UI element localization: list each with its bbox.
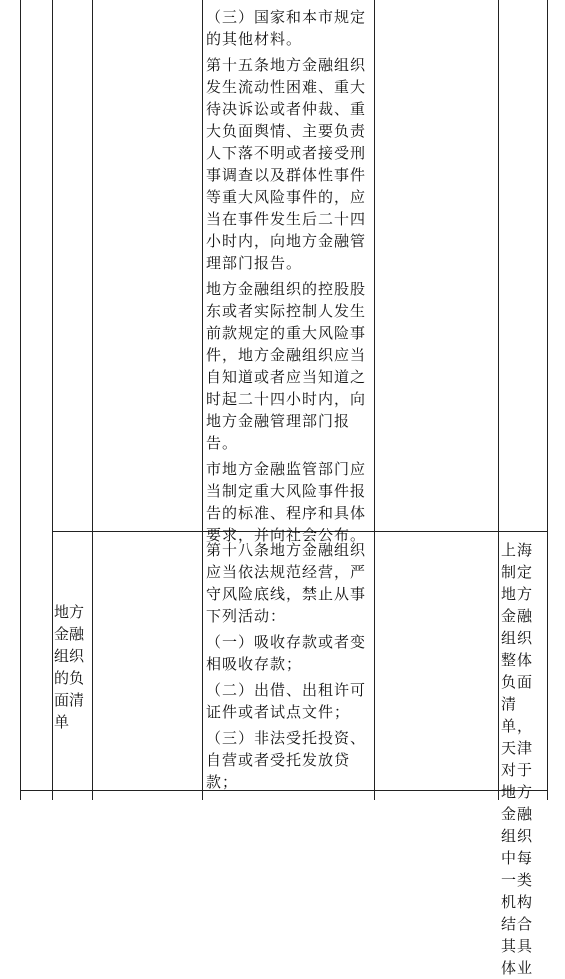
row1-paragraph-4: 市地方金融监管部门应当制定重大风险事件报告的标准、程序和具体要求，并向社会公布。 [206, 460, 367, 544]
row1-paragraph-2: 第十五条地方金融组织发生流动性困难、重大待决诉讼或者仲裁、重大负面舆情、主要负责人下落不明或者接受刑事调查以及群体性事件等重大风险事件的，应当在事件发生后二十四小时内，向地方金融管理部门报告。 [206, 56, 367, 272]
row2-category-label: 地方金融组织的负面清单 [54, 603, 85, 731]
table-border-left [20, 0, 21, 800]
row2-content-cell [206, 539, 370, 797]
row2-note-cell: 上海制定地方金融组织整体负面清单，天津对于地方金融组织中每一类机构结合其具体业 [501, 541, 534, 977]
table-border-right [547, 0, 548, 800]
row2-paragraph-3: （二）出借、出租许可证件或者试点文件； [206, 681, 367, 721]
table-col-divider-4 [374, 0, 375, 800]
row1-paragraph-1: （三）国家和本市规定的其他材料。 [206, 8, 367, 48]
table-col-divider-1 [52, 0, 53, 800]
row2-paragraph-1: 第十八条地方金融组织应当依法规范经营，严守风险底线，禁止从事下列活动： [206, 541, 367, 625]
row1-paragraph-3: 地方金融组织的控股股东或者实际控制人发生前款规定的重大风险事件，地方金融组织应当自知道或者应当知道之时起二十四小时内，向地方金融管理部门报告。 [206, 280, 367, 452]
table-col-divider-2 [92, 0, 93, 800]
table-col-divider-3 [202, 0, 203, 800]
row2-paragraph-4: （三）非法受托投资、自营或者受托发放贷款； [206, 729, 367, 791]
row2-paragraph-2: （一）吸收存款或者变相吸收存款； [206, 633, 367, 673]
table-col-divider-5 [498, 0, 499, 800]
row1-content-cell [206, 6, 370, 550]
